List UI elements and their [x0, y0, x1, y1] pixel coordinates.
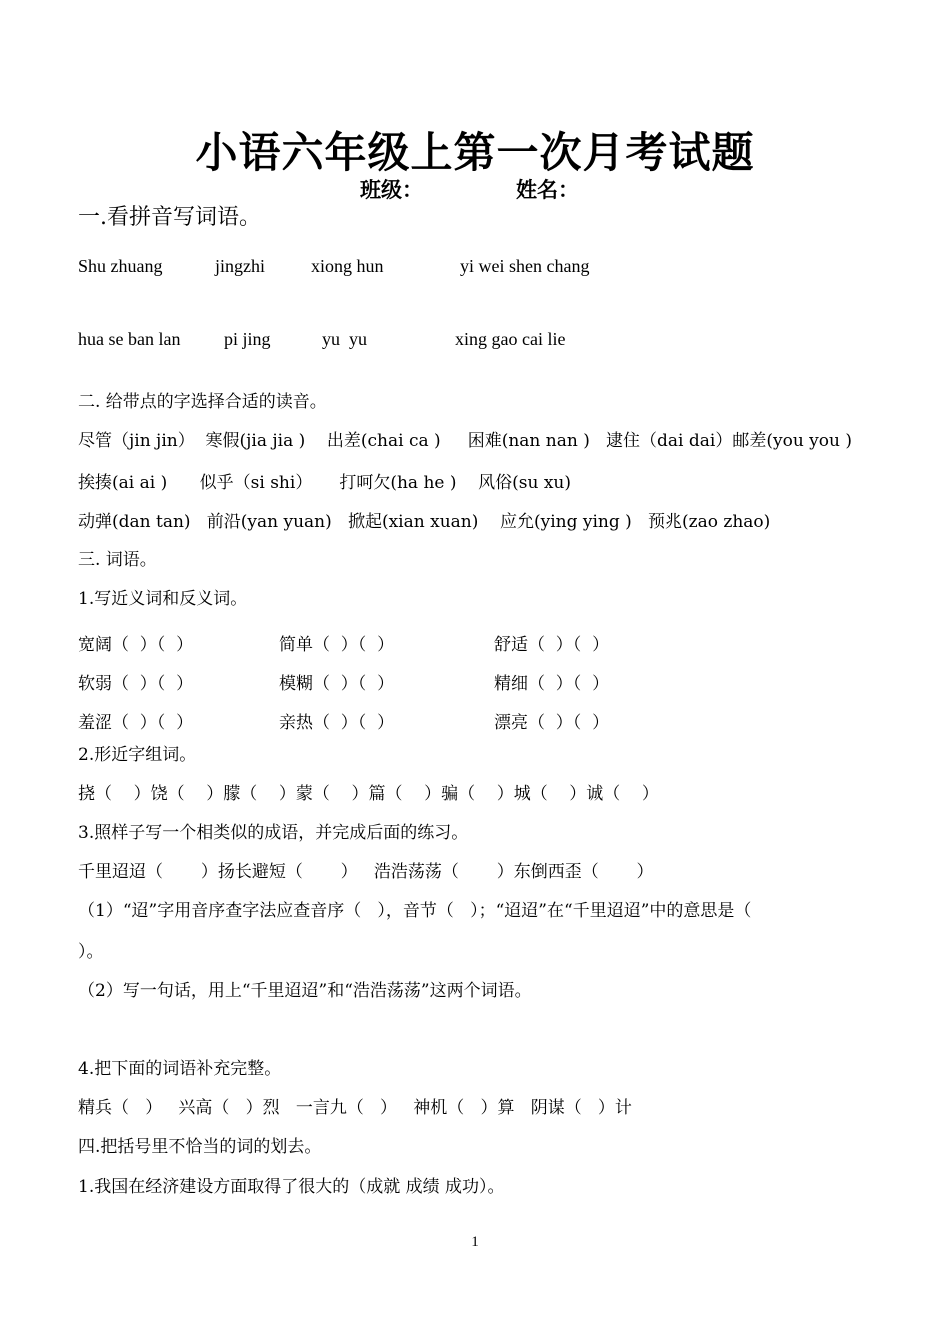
pinyin-item: yi wei shen chang — [460, 256, 590, 276]
word-blank: 宽阔（ ）（ ） — [78, 635, 194, 655]
section1-heading: 一.看拼音写词语。 — [78, 205, 261, 230]
reading-line: 尽管（jin jin） 寒假(jia jia ) 出差(chai ca ) 困难(nan nan ) 逮住（dai dai）邮差(you you ) — [78, 431, 852, 451]
section2-heading: 二. 给带点的字选择合适的读音。 — [78, 392, 327, 412]
section4-q1: 1.我国在经济建设方面取得了很大的（成就 成绩 成功）。 — [78, 1177, 505, 1197]
pinyin-item: yu yu — [322, 329, 367, 349]
page-title: 小语六年级上第一次月考试题 — [195, 128, 755, 177]
q2-line: 挠（ ）饶（ ）朦（ ）蒙（ ）篇（ ）骗（ ）城（ ）诚（ ） — [78, 784, 659, 804]
q3-sub1-cont: ）。 — [78, 942, 104, 962]
pinyin-item: xing gao cai lie — [455, 329, 566, 349]
section3-heading: 三. 词语。 — [78, 550, 157, 570]
pinyin-item: pi jing — [224, 329, 271, 349]
reading-line: 挨揍(ai ai ) 似乎（si shi） 打呵欠(ha he ) 风俗(su xu) — [78, 473, 571, 493]
q2-heading: 2.形近字组词。 — [78, 745, 197, 765]
q1-heading: 1.写近义词和反义词。 — [78, 589, 248, 609]
pinyin-item: hua se ban lan — [78, 329, 181, 349]
q3-line: 千里迢迢（ ）扬长避短（ ） 浩浩荡荡（ ）东倒西歪（ ） — [78, 862, 654, 882]
pinyin-item: Shu zhuang — [78, 256, 163, 276]
q3-sub2: （2）写一句话，用上“千里迢迢”和“浩浩荡荡”这两个词语。 — [78, 981, 532, 1001]
q3-sub1: （1）“迢”字用音序查字法应查音序（ ），音节（ ）；“迢迢”在“千里迢迢”中的意思是（ — [78, 901, 752, 921]
pinyin-item: xiong hun — [311, 256, 384, 276]
word-blank: 模糊（ ）（ ） — [279, 674, 395, 694]
section4-heading: 四.把括号里不恰当的词的划去。 — [78, 1137, 322, 1157]
word-blank: 软弱（ ）（ ） — [78, 674, 194, 694]
word-blank: 精细（ ）（ ） — [494, 674, 610, 694]
word-blank: 舒适（ ）（ ） — [494, 635, 610, 655]
name-label: 姓名： — [516, 178, 579, 202]
word-blank: 简单（ ）（ ） — [279, 635, 395, 655]
reading-line: 动弹(dan tan) 前沿(yan yuan) 掀起(xian xuan) 应允(ying ying ) 预兆(zao zhao) — [78, 512, 771, 532]
page-number: 1 — [471, 1234, 479, 1250]
class-label: 班级： — [360, 178, 423, 202]
q3-heading: 3.照样子写一个相类似的成语，并完成后面的练习。 — [78, 823, 469, 843]
q4-heading: 4.把下面的词语补充完整。 — [78, 1059, 282, 1079]
q4-line: 精兵（ ） 兴高（ ）烈 一言九（ ） 神机（ ）算 阴谋（ ）计 — [78, 1098, 632, 1118]
word-blank: 漂亮（ ）（ ） — [494, 713, 610, 733]
pinyin-item: jingzhi — [215, 256, 265, 276]
word-blank: 亲热（ ）（ ） — [279, 713, 395, 733]
word-blank: 羞涩（ ）（ ） — [78, 713, 194, 733]
